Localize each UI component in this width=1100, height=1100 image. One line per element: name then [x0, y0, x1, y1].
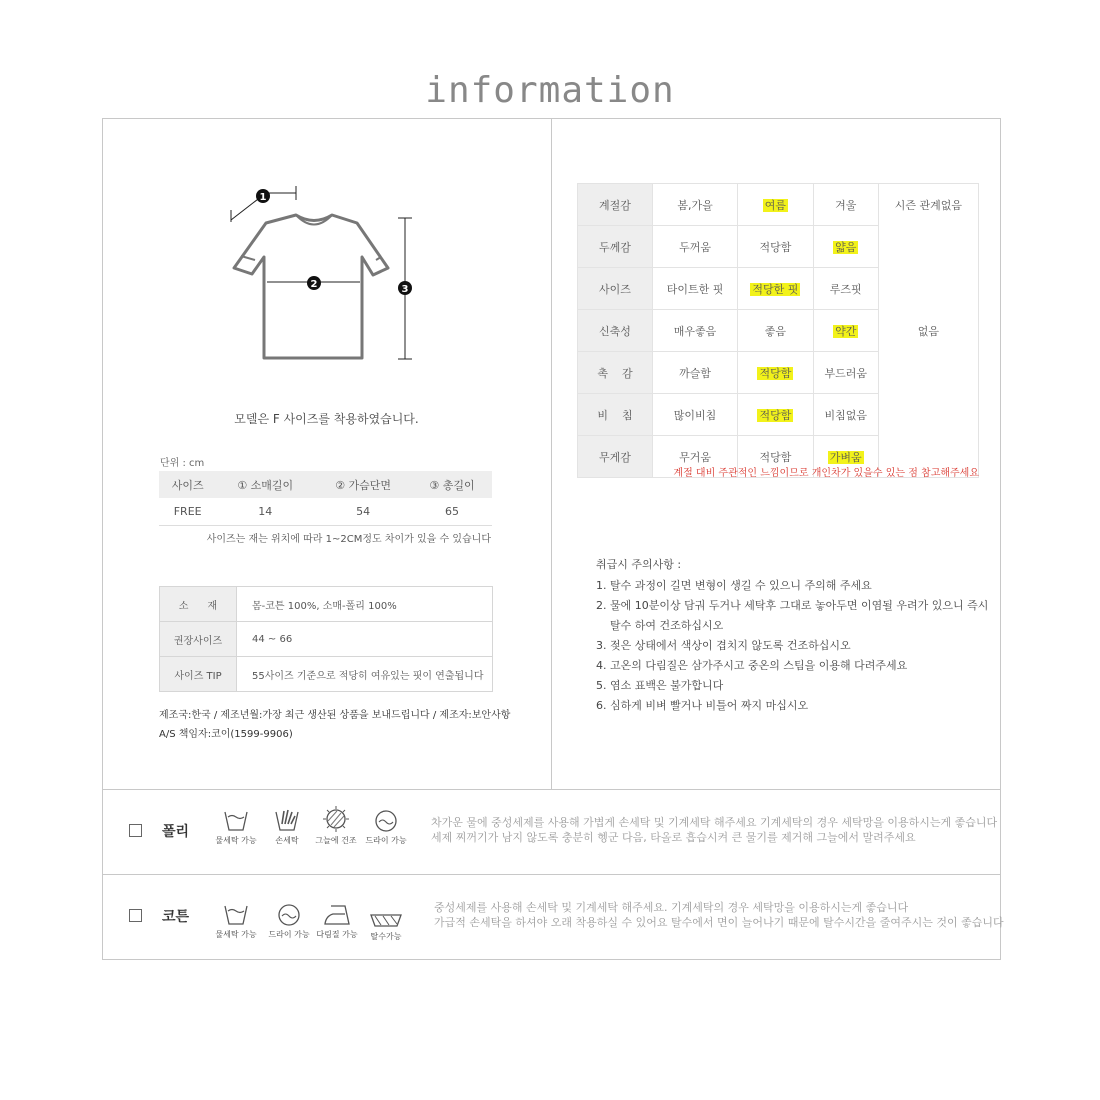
table-row	[578, 394, 979, 436]
size-cell: FREE	[159, 498, 216, 526]
marker-3	[398, 281, 412, 295]
material-key: 사이즈 TIP	[160, 657, 237, 692]
fabric-label: 폴리	[162, 824, 190, 840]
feel-cell: 루즈핏	[813, 268, 878, 310]
feel-cell: 까슬함	[653, 352, 738, 394]
col-header: ② 가슴단면	[314, 471, 412, 498]
material-key: 권장사이즈	[160, 622, 237, 657]
feel-cell: 적당함	[738, 436, 814, 478]
hand-wash-icon: 손세탁	[262, 808, 312, 846]
size-cell: 54	[314, 498, 412, 526]
table-row	[160, 587, 493, 622]
feel-row-label: 비 침	[578, 394, 653, 436]
table-row	[578, 184, 979, 226]
material-value: 몸-코튼 100%, 소매-폴리 100%	[237, 587, 493, 622]
iron-icon: 다림질 가능	[312, 904, 362, 940]
table-row	[160, 622, 493, 657]
feel-cell: 무거움	[653, 436, 738, 478]
care-title: 취급시 주의사항 :	[596, 558, 682, 571]
feel-row-label: 계절감	[578, 184, 653, 226]
feel-row-label: 사이즈	[578, 268, 653, 310]
feel-extra-cell	[878, 268, 978, 310]
list-item: 4. 고온의 다림질은 삼가주시고 중온의 스팀을 이용해 다려주세요	[596, 659, 908, 672]
feel-row-label: 촉 감	[578, 352, 653, 394]
table-row	[159, 498, 492, 526]
feel-cell: 많이비침	[653, 394, 738, 436]
table-row	[578, 310, 979, 352]
feel-row-label: 무게감	[578, 436, 653, 478]
cotton-care-text: 중성세제를 사용해 손세탁 및 기계세탁 해주세요. 기계세탁의 경우 세탁망을 이용하시는게 좋습니다 가급적 손세탁을 하셔야 오래 착용하실 수 있어요 탈수에서 면이 늘어나기 때문에 탈수시간을 줄여주시는 것이 좋습니다	[434, 901, 1004, 929]
feel-extra-cell: 시즌 관계없음	[878, 184, 978, 226]
material-value: 55사이즈 기준으로 적당히 여유있는 핏이 연출됩니다	[237, 657, 493, 692]
feel-extra-cell: 없음	[878, 310, 978, 352]
feel-extra-cell	[878, 352, 978, 394]
feel-cell: 여름	[738, 184, 814, 226]
wash-row-poly	[102, 790, 1001, 874]
feel-cell: 겨울	[813, 184, 878, 226]
feel-row-label: 신축성	[578, 310, 653, 352]
size-table	[159, 471, 492, 526]
feel-cell: 매우좋음	[653, 310, 738, 352]
as-contact-line: A/S 책임자:코이(1599-9906)	[159, 729, 293, 740]
cotton-checkbox[interactable]	[129, 909, 142, 922]
shade-dry-icon: 그늘에 건조	[311, 805, 361, 846]
svg-text:1: 1	[259, 192, 267, 203]
page-title: information	[425, 70, 675, 111]
col-header: 사이즈	[159, 471, 216, 498]
feel-cell: 비침없음	[813, 394, 878, 436]
wash-row-cotton	[102, 875, 1004, 959]
feel-cell: 좋음	[738, 310, 814, 352]
list-item: 1. 탈수 과정이 길면 변형이 생길 수 있으니 주의해 주세요	[596, 579, 872, 592]
feel-cell: 타이트한 핏	[653, 268, 738, 310]
feel-cell: 적당한 핏	[738, 268, 814, 310]
origin-info	[159, 706, 510, 744]
feel-note: 계절 대비 주관적인 느낌이므로 개인차가 있을수 있는 점 참고해주세요	[673, 468, 979, 479]
feel-cell: 가벼움	[813, 436, 878, 478]
tshirt-diagram	[225, 183, 425, 368]
list-item: 6. 심하게 비벼 빨거나 비틀어 짜지 마십시오	[596, 699, 809, 712]
list-item: 3. 젖은 상태에서 색상이 겹치지 않도록 건조하십시오	[596, 639, 851, 652]
feel-extra-cell	[878, 394, 978, 436]
feel-cell: 부드러움	[813, 352, 878, 394]
size-cell: 14	[216, 498, 314, 526]
origin-line: 제조국:한국 / 제조년월:가장 최근 생산된 상품을 보내드립니다 / 제조자:보안사항	[159, 710, 511, 721]
dry-clean-icon: 드라이 가능	[264, 904, 314, 940]
col-header: ① 소매길이	[216, 471, 314, 498]
water-wash-icon: 물세탁 가능	[211, 808, 261, 846]
list-item: 5. 염소 표백은 불가합니다	[596, 679, 724, 692]
fabric-label: 코튼	[162, 909, 190, 925]
table-row	[578, 352, 979, 394]
poly-care-text: 차가운 물에 중성세제를 사용해 가볍게 손세탁 및 기계세탁 해주세요 기계세탁의 경우 세탁망을 이용하시는게 좋습니다 세제 찌꺼기가 남지 않도록 충분히 헹군 다음, 타올로 흡습시켜 큰 물기를 제거해 그늘에서 말려주세요	[431, 816, 998, 844]
feel-cell: 적당함	[738, 226, 814, 268]
feel-extra-cell	[878, 226, 978, 268]
feel-cell: 봄,가을	[653, 184, 738, 226]
poly-checkbox[interactable]	[129, 824, 142, 837]
material-value: 44 ~ 66	[237, 622, 493, 657]
svg-text:3: 3	[401, 284, 409, 295]
table-row	[578, 226, 979, 268]
feel-cell: 적당함	[738, 352, 814, 394]
column-divider	[551, 118, 552, 789]
care-list	[596, 576, 988, 716]
svg-text:2: 2	[310, 279, 318, 290]
size-cell: 65	[412, 498, 492, 526]
feel-cell: 얇음	[813, 226, 878, 268]
list-item: 탈수 하여 건조하십시오	[596, 619, 724, 632]
model-note: 모델은 F 사이즈를 착용하였습니다.	[234, 412, 419, 426]
table-row	[578, 268, 979, 310]
feel-cell: 적당함	[738, 394, 814, 436]
size-table-header	[159, 471, 492, 498]
feel-row-label: 두께감	[578, 226, 653, 268]
list-item: 2. 물에 10분이상 담궈 두거나 세탁후 그대로 놓아두면 이염될 우려가 있으니 즉시	[596, 599, 989, 612]
material-key: 소 재	[160, 587, 237, 622]
col-header: ③ 총길이	[412, 471, 492, 498]
dry-clean-icon: 드라이 가능	[361, 810, 411, 846]
marker-2	[307, 276, 321, 290]
unit-label: 단위 : cm	[160, 458, 205, 469]
material-table	[159, 586, 493, 692]
feel-cell: 두꺼움	[653, 226, 738, 268]
marker-1	[256, 189, 270, 203]
size-note: 사이즈는 재는 위치에 따라 1~2CM정도 차이가 있을 수 있습니다	[206, 534, 491, 545]
table-row	[160, 657, 493, 692]
water-wash-icon: 물세탁 가능	[211, 902, 261, 940]
feel-cell: 약간	[813, 310, 878, 352]
spin-dry-icon: 탈수가능	[361, 912, 411, 942]
feel-table	[577, 183, 979, 478]
